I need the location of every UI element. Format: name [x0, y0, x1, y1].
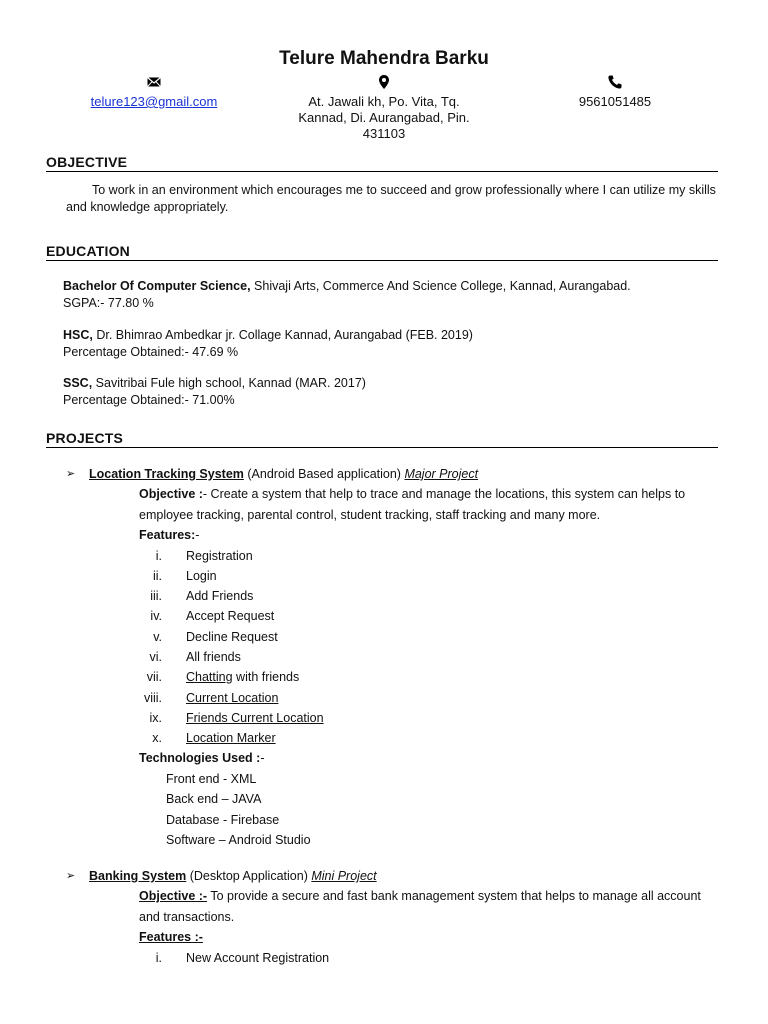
project-objective — [139, 886, 709, 927]
education-score: Percentage Obtained:- 47.69 % — [63, 345, 239, 359]
list-item — [139, 948, 709, 968]
education-score: Percentage Obtained:- 71.00% — [63, 393, 235, 407]
project-platform: (Desktop Application) — [186, 869, 312, 883]
contact-address — [288, 74, 480, 142]
project-header — [66, 464, 726, 484]
item-number: iv. — [150, 609, 162, 624]
features-list — [139, 948, 709, 968]
education-heading: EDUCATION — [46, 243, 718, 261]
item-number: ii. — [152, 568, 162, 583]
envelope-icon — [146, 74, 162, 90]
list-item: Back end – JAVA — [166, 792, 262, 807]
education-degree: SSC, — [63, 376, 93, 390]
education-degree: Bachelor Of Computer Science, — [63, 279, 251, 293]
objective-text: - Create a system that help to trace and manage the locations, this system can helps to employee tracking, parental control, student tracking, staff tracking and many more. — [139, 487, 686, 522]
item-number: i. — [155, 950, 162, 965]
project-details — [139, 886, 709, 968]
project-title — [89, 464, 478, 484]
item-text: Current Location — [186, 690, 279, 705]
list-item: Database - Firebase — [166, 812, 280, 827]
address-text: At. Jawali kh, Po. Vita, Tq. Kannad, Di. Aurangabad, Pin. 431103 — [298, 94, 470, 141]
features-heading — [139, 525, 709, 546]
item-text: All friends — [186, 649, 241, 664]
project-title — [89, 866, 377, 886]
project-objective — [139, 484, 709, 525]
item-text: Friends Current Location — [186, 710, 324, 725]
item-text: Accept Request — [186, 609, 275, 624]
item-number: vii. — [146, 670, 162, 685]
list-item — [139, 627, 709, 647]
item-post-text: with friends — [232, 670, 300, 685]
project-name: Location Tracking System — [89, 467, 244, 481]
arrow-bullet-icon: ➢ — [66, 870, 76, 882]
email-link[interactable]: telure123@gmail.com — [90, 94, 218, 109]
list-item — [139, 647, 709, 667]
item-number: i. — [155, 548, 162, 563]
features-label: Features :- — [139, 930, 203, 944]
features-label: Features: — [139, 528, 196, 542]
project-platform: (Android Based application) — [243, 467, 405, 481]
objective-text: To provide a secure and fast bank management system that helps to manage all account and transactions. — [139, 889, 701, 924]
list-item — [139, 667, 709, 687]
project-details — [139, 484, 709, 850]
education-degree: HSC, — [63, 328, 93, 342]
candidate-name: Telure Mahendra Barku — [279, 48, 489, 69]
education-institution: Shivaji Arts, Commerce And Science College, Kannad, Aurangabad. — [250, 279, 631, 293]
item-number: iii. — [150, 589, 162, 604]
objective-label: Objective : — [139, 487, 203, 501]
project-name: Banking System — [89, 869, 187, 883]
list-item — [139, 708, 709, 728]
map-pin-icon — [376, 74, 392, 90]
contact-phone — [560, 74, 670, 110]
arrow-bullet-icon: ➢ — [66, 468, 76, 480]
list-item — [139, 688, 709, 708]
item-number: v. — [153, 629, 162, 644]
item-number: x. — [152, 731, 162, 746]
item-link-text: Chatting — [186, 670, 233, 685]
item-text — [186, 667, 299, 687]
technologies-heading — [139, 748, 709, 769]
list-item: Front end - XML — [166, 771, 257, 786]
objective-heading: OBJECTIVE — [46, 154, 718, 172]
list-item — [139, 546, 709, 566]
objective-paragraph — [66, 182, 716, 216]
education-institution: Dr. Bhimrao Ambedkar jr. Collage Kannad, Aurangabad (FEB. 2019) — [92, 328, 473, 342]
item-number: viii. — [143, 690, 162, 705]
features-suffix: - — [195, 528, 200, 542]
technologies-list — [139, 769, 709, 850]
phone-number: 9561051485 — [578, 94, 652, 109]
list-item — [139, 728, 709, 748]
item-text: Add Friends — [186, 589, 254, 604]
features-list — [139, 546, 709, 749]
objective-label: Objective :- — [139, 889, 208, 903]
project-header — [66, 866, 726, 886]
projects-heading: PROJECTS — [46, 430, 718, 448]
item-text: Registration — [186, 548, 253, 563]
phone-icon — [607, 74, 623, 90]
item-number: vi. — [149, 649, 162, 664]
list-item — [139, 606, 709, 626]
education-entry-ssc — [63, 375, 713, 409]
education-institution: Savitribai Fule high school, Kannad (MAR. 2017) — [92, 376, 366, 390]
project-location-tracking — [66, 464, 726, 850]
technologies-label: Technologies Used : — [139, 751, 261, 766]
contact-email — [84, 74, 224, 110]
item-number: ix. — [149, 710, 162, 725]
item-text: Login — [186, 568, 217, 583]
project-type: Major Project — [404, 467, 479, 481]
objective-text: To work in an environment which encourages me to succeed and grow professionally where I can utilize my skills and knowledge appropriately. — [66, 183, 716, 214]
technologies-suffix: - — [260, 751, 265, 766]
features-heading — [139, 927, 709, 948]
list-item — [139, 566, 709, 586]
item-text: Location Marker — [186, 731, 276, 746]
item-text: Decline Request — [186, 629, 278, 644]
list-item — [139, 586, 709, 606]
education-entry-hsc — [63, 327, 713, 361]
project-banking-system — [66, 866, 726, 968]
item-text: New Account Registration — [186, 950, 330, 965]
list-item: Software – Android Studio — [166, 832, 311, 847]
education-entry-bachelor — [63, 278, 713, 312]
education-score: SGPA:- 77.80 % — [63, 296, 154, 310]
project-type: Mini Project — [311, 869, 377, 883]
